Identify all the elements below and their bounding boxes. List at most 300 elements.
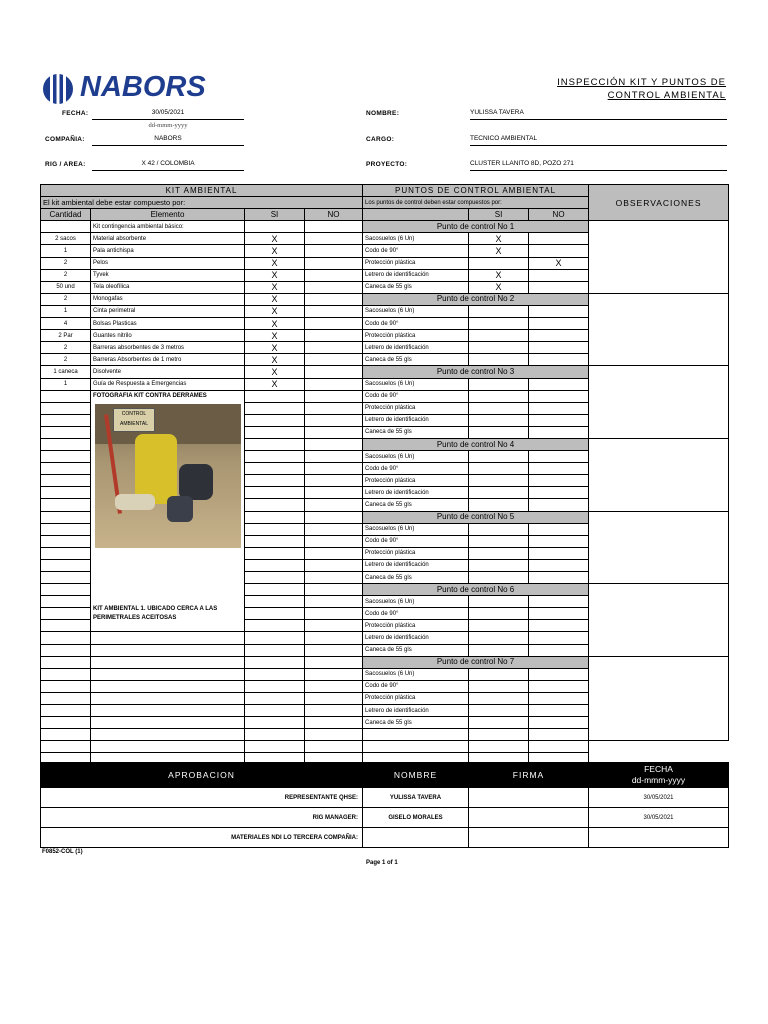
kit-no-cell	[305, 475, 363, 487]
punto-no-mark[interactable]	[529, 692, 589, 704]
kit-qty-cell	[41, 559, 91, 571]
punto-si-mark[interactable]	[469, 692, 529, 704]
kit-element-cell	[91, 680, 245, 692]
kit-qty-cell	[41, 572, 91, 584]
punto-item: Letrero de identificación	[363, 414, 469, 426]
punto-si-mark[interactable]	[469, 717, 529, 729]
kit-no-mark[interactable]	[305, 293, 363, 305]
kit-no-cell	[305, 729, 363, 741]
punto-si-mark[interactable]	[469, 378, 529, 390]
kit-si-cell	[245, 463, 305, 475]
kit-no-mark[interactable]	[305, 342, 363, 354]
punto-item: Sacosuelos (6 Un)	[363, 378, 469, 390]
kit-qty-cell	[41, 221, 91, 233]
punto-si-mark[interactable]	[469, 523, 529, 535]
table-row	[41, 185, 729, 197]
punto-si-mark[interactable]	[469, 499, 529, 511]
kit-si-cell	[245, 717, 305, 729]
punto-si-mark[interactable]	[469, 305, 529, 317]
kit-element-cell	[91, 644, 245, 656]
kit-si-cell	[245, 680, 305, 692]
punto-no-mark[interactable]	[529, 572, 589, 584]
punto-item: Caneca de 55 gls	[363, 499, 469, 511]
kit-no-cell	[305, 402, 363, 414]
kit-photo	[95, 404, 241, 548]
kit-no-mark[interactable]	[305, 366, 363, 378]
punto-si-mark[interactable]	[469, 572, 529, 584]
kit-si-mark[interactable]: X	[245, 257, 305, 269]
kit-qty-cell	[41, 584, 91, 596]
punto-item	[363, 729, 469, 741]
kit-element-cell	[91, 705, 245, 717]
punto-no-mark[interactable]	[529, 378, 589, 390]
punto-si-mark[interactable]	[469, 535, 529, 547]
kit-element: Bolsas Plasticas	[91, 318, 245, 330]
punto-no-mark[interactable]	[529, 596, 589, 608]
kit-qty: 2 sacos	[41, 233, 91, 245]
kit-si-cell	[245, 547, 305, 559]
punto-no-mark[interactable]	[529, 535, 589, 547]
inspection-table-body	[41, 185, 729, 778]
nombre-label: NOMBRE:	[366, 110, 400, 117]
punto-si-mark[interactable]	[469, 559, 529, 571]
rig-value: X 42 / COLOMBIA	[92, 160, 244, 171]
punto-si-mark[interactable]	[469, 741, 529, 753]
punto-item: Protección plástica	[363, 692, 469, 704]
punto-item: Codo de 90°	[363, 535, 469, 547]
punto-item: Letrero de identificación	[363, 705, 469, 717]
observaciones-cell[interactable]	[589, 221, 729, 294]
kit-no-mark[interactable]	[305, 257, 363, 269]
fecha-header-format: dd-mmm-yyyy	[631, 775, 686, 785]
observaciones-cell[interactable]	[589, 511, 729, 584]
punto-item: Caneca de 55 gls	[363, 717, 469, 729]
table-row	[41, 656, 729, 668]
kit-element: Disolvente	[91, 366, 245, 378]
kit-subtitle: El kit ambiental debe estar compuesto por:	[41, 197, 363, 209]
punto-no-mark[interactable]	[529, 463, 589, 475]
kit-si-mark[interactable]: X	[245, 354, 305, 366]
kit-qty-cell	[41, 487, 91, 499]
punto-si-mark[interactable]	[469, 680, 529, 692]
punto-si-mark[interactable]	[469, 608, 529, 620]
nabors-logo	[42, 72, 212, 106]
kit-no-mark[interactable]	[305, 305, 363, 317]
kit-qty: 2	[41, 269, 91, 281]
kit-si-cell	[245, 535, 305, 547]
punto-control-header: Punto de control No 7	[363, 656, 589, 668]
kit-qty-cell	[41, 475, 91, 487]
observaciones-cell[interactable]	[589, 366, 729, 439]
kit-si-cell	[245, 426, 305, 438]
kit-si-cell	[245, 475, 305, 487]
puntos-control-header: PUNTOS DE CONTROL AMBIENTAL	[363, 185, 589, 197]
col-cantidad: Cantidad	[41, 209, 91, 221]
punto-si-mark[interactable]	[469, 257, 529, 269]
punto-no-mark[interactable]	[529, 499, 589, 511]
kit-qty-cell	[41, 523, 91, 535]
kit-no-cell	[305, 390, 363, 402]
kit-intro: Kit contingencia ambiental básico:	[91, 221, 245, 233]
kit-qty-cell	[41, 717, 91, 729]
punto-no-mark[interactable]	[529, 608, 589, 620]
kit-element: Cinta perimetral	[91, 305, 245, 317]
kit-si-mark[interactable]: X	[245, 293, 305, 305]
punto-no-mark[interactable]	[529, 354, 589, 366]
kit-no-cell	[305, 632, 363, 644]
nabors-globe-icon	[42, 73, 74, 105]
table-row	[41, 221, 729, 233]
punto-no-mark[interactable]	[529, 305, 589, 317]
kit-qty-cell	[41, 414, 91, 426]
punto-item: Caneca de 55 gls	[363, 281, 469, 293]
kit-no-cell	[305, 487, 363, 499]
kit-si-cell	[245, 221, 305, 233]
punto-item: Sacosuelos (6 Un)	[363, 596, 469, 608]
observaciones-cell[interactable]	[589, 438, 729, 511]
kit-si-cell	[245, 572, 305, 584]
cargo-label: CARGO:	[366, 136, 395, 143]
punto-item: Protección plástica	[363, 547, 469, 559]
punto-si-mark[interactable]	[469, 463, 529, 475]
kit-element-cell	[91, 656, 245, 668]
kit-si-cell	[245, 596, 305, 608]
approval-signature[interactable]	[469, 808, 589, 828]
punto-si-mark[interactable]: X	[469, 281, 529, 293]
kit-no-cell	[305, 656, 363, 668]
kit-no-cell	[305, 523, 363, 535]
inspection-table	[40, 184, 729, 778]
punto-control-header: Punto de control No 4	[363, 438, 589, 450]
punto-no-mark[interactable]: X	[529, 257, 589, 269]
punto-no-mark[interactable]	[529, 680, 589, 692]
punto-si-mark[interactable]	[469, 426, 529, 438]
col-elemento: Elemento	[91, 209, 245, 221]
kit-no-cell	[305, 705, 363, 717]
kit-qty-cell	[41, 692, 91, 704]
kit-no-mark[interactable]	[305, 245, 363, 257]
punto-no-mark[interactable]	[529, 741, 589, 753]
punto-control-header: Punto de control No 2	[363, 293, 589, 305]
punto-item	[363, 741, 469, 753]
observaciones-header: OBSERVACIONES	[589, 185, 729, 221]
observaciones-cell[interactable]	[589, 656, 729, 741]
kit-no-cell	[305, 414, 363, 426]
kit-qty-cell	[41, 402, 91, 414]
page-number: Page 1 of 1	[366, 860, 398, 866]
kit-element: Guantes nitrilo	[91, 330, 245, 342]
punto-si-mark[interactable]	[469, 451, 529, 463]
kit-qty: 2	[41, 354, 91, 366]
kit-no-cell	[305, 620, 363, 632]
fecha-format: dd-mmm-yyyy	[148, 122, 188, 129]
doc-title-line1: INSPECCIÓN KIT Y PUNTOS DE	[557, 77, 726, 88]
kit-qty-cell	[41, 438, 91, 450]
kit-qty-cell	[41, 608, 91, 620]
punto-item: Sacosuelos (6 Un)	[363, 451, 469, 463]
punto-si-mark[interactable]	[469, 632, 529, 644]
punto-no-mark[interactable]	[529, 705, 589, 717]
punto-no-mark[interactable]	[529, 402, 589, 414]
kit-si-mark[interactable]: X	[245, 378, 305, 390]
punto-no-mark[interactable]	[529, 668, 589, 680]
punto-no-mark[interactable]	[529, 487, 589, 499]
kit-element: Tyvek	[91, 269, 245, 281]
punto-si-mark[interactable]: X	[469, 233, 529, 245]
kit-qty: 4	[41, 318, 91, 330]
puntos-col-no: NO	[529, 209, 589, 221]
firma-header: FIRMA	[469, 763, 589, 788]
punto-item: Caneca de 55 gls	[363, 644, 469, 656]
col-si: SI	[245, 209, 305, 221]
punto-item: Codo de 90°	[363, 390, 469, 402]
punto-item: Protección plástica	[363, 330, 469, 342]
kit-no-mark[interactable]	[305, 318, 363, 330]
kit-element: Monogafas	[91, 293, 245, 305]
kit-ambiental-header: KIT AMBIENTAL	[41, 185, 363, 197]
kit-si-cell	[245, 499, 305, 511]
punto-si-mark[interactable]	[469, 668, 529, 680]
kit-qty-cell	[41, 451, 91, 463]
proyecto-label: PROYECTO:	[366, 161, 408, 168]
kit-qty-cell	[41, 596, 91, 608]
kit-no-cell	[305, 499, 363, 511]
doc-title	[557, 76, 726, 102]
kit-no-cell	[305, 596, 363, 608]
punto-si-mark[interactable]	[469, 402, 529, 414]
kit-no-mark[interactable]	[305, 281, 363, 293]
fecha-header	[589, 763, 729, 788]
kit-si-cell	[245, 523, 305, 535]
kit-si-mark[interactable]: X	[245, 269, 305, 281]
kit-qty: 2 Par	[41, 330, 91, 342]
kit-si-cell	[245, 414, 305, 426]
kit-si-mark[interactable]: X	[245, 330, 305, 342]
punto-no-mark[interactable]	[529, 620, 589, 632]
approval-signature[interactable]	[469, 788, 589, 808]
punto-no-mark[interactable]	[529, 644, 589, 656]
punto-si-mark[interactable]	[469, 414, 529, 426]
kit-si-mark[interactable]: X	[245, 245, 305, 257]
photo-caption: KIT AMBIENTAL 1. UBICADO CERCA A LAS PERIMETRALES ACEITOSAS	[91, 596, 245, 632]
kit-element-cell	[91, 741, 245, 753]
punto-no-mark[interactable]	[529, 330, 589, 342]
kit-no-cell	[305, 572, 363, 584]
punto-si-mark[interactable]: X	[469, 245, 529, 257]
punto-item: Protección plástica	[363, 257, 469, 269]
nombre-value: YULISSA TAVERA	[470, 109, 727, 120]
punto-si-mark[interactable]	[469, 318, 529, 330]
punto-si-mark[interactable]	[469, 596, 529, 608]
puntos-col-blank	[363, 209, 469, 221]
punto-item: Caneca de 55 gls	[363, 354, 469, 366]
punto-no-mark[interactable]	[529, 559, 589, 571]
punto-no-mark[interactable]	[529, 632, 589, 644]
photo-sign: CONTROL AMBIENTAL	[113, 408, 155, 432]
punto-item: Letrero de identificación	[363, 269, 469, 281]
kit-no-cell	[305, 451, 363, 463]
kit-no-cell	[305, 680, 363, 692]
kit-no-cell	[305, 438, 363, 450]
kit-no-cell	[305, 608, 363, 620]
table-row	[41, 293, 729, 305]
nombre-header: NOMBRE	[363, 763, 469, 788]
approval-role: RIG MANAGER:	[41, 808, 363, 828]
punto-no-mark[interactable]	[529, 523, 589, 535]
punto-si-mark[interactable]	[469, 729, 529, 741]
kit-element: Barreras absorbentes de 3 metros	[91, 342, 245, 354]
punto-si-mark[interactable]	[469, 354, 529, 366]
kit-qty-cell	[41, 463, 91, 475]
photo-bag-2	[167, 496, 193, 522]
kit-no-cell	[305, 644, 363, 656]
kit-si-mark[interactable]: X	[245, 318, 305, 330]
kit-si-cell	[245, 559, 305, 571]
kit-no-mark[interactable]	[305, 233, 363, 245]
kit-si-cell	[245, 390, 305, 402]
cargo-value: TECNICO AMBIENTAL	[470, 135, 727, 146]
kit-qty-cell	[41, 547, 91, 559]
punto-no-mark[interactable]	[529, 451, 589, 463]
punto-no-mark[interactable]	[529, 475, 589, 487]
kit-element: Pala antichispa	[91, 245, 245, 257]
kit-no-mark[interactable]	[305, 354, 363, 366]
punto-control-header: Punto de control No 5	[363, 511, 589, 523]
kit-element-cell	[91, 632, 245, 644]
punto-no-mark[interactable]	[529, 717, 589, 729]
kit-si-cell	[245, 668, 305, 680]
kit-qty: 2	[41, 257, 91, 269]
kit-si-cell	[245, 584, 305, 596]
table-row	[41, 366, 729, 378]
kit-qty-cell	[41, 426, 91, 438]
punto-item: Codo de 90°	[363, 680, 469, 692]
punto-si-mark[interactable]	[469, 547, 529, 559]
punto-si-mark[interactable]	[469, 705, 529, 717]
punto-si-mark[interactable]	[469, 342, 529, 354]
punto-item: Caneca de 55 gls	[363, 572, 469, 584]
approval-table	[40, 762, 729, 848]
punto-item: Codo de 90°	[363, 463, 469, 475]
kit-qty-cell	[41, 511, 91, 523]
kit-si-cell	[245, 632, 305, 644]
kit-si-mark[interactable]: X	[245, 342, 305, 354]
observaciones-cell[interactable]	[589, 293, 729, 366]
fecha-header-title: FECHA	[644, 764, 673, 774]
kit-qty-cell	[41, 620, 91, 632]
kit-no-mark[interactable]	[305, 330, 363, 342]
approval-date: 30/05/2021	[589, 788, 729, 808]
approval-date: 30/05/2021	[589, 808, 729, 828]
col-no: NO	[305, 209, 363, 221]
punto-item: Caneca de 55 gls	[363, 426, 469, 438]
photo-bag	[179, 464, 213, 500]
kit-no-cell	[305, 692, 363, 704]
punto-si-mark[interactable]	[469, 487, 529, 499]
approval-name: YULISSA TAVERA	[363, 788, 469, 808]
compania-value: NABORS	[92, 135, 244, 146]
kit-element-cell	[91, 729, 245, 741]
kit-qty-cell	[41, 680, 91, 692]
kit-si-mark[interactable]: X	[245, 305, 305, 317]
punto-no-mark[interactable]	[529, 269, 589, 281]
punto-item: Protección plástica	[363, 475, 469, 487]
kit-no-cell	[305, 559, 363, 571]
kit-si-mark[interactable]: X	[245, 281, 305, 293]
kit-element: Barreras Absorbentes de 1 metro	[91, 354, 245, 366]
punto-si-mark[interactable]	[469, 475, 529, 487]
rig-label: RIG / AREA:	[45, 161, 86, 168]
kit-si-cell	[245, 438, 305, 450]
kit-element: Material absorbente	[91, 233, 245, 245]
punto-si-mark[interactable]: X	[469, 269, 529, 281]
kit-si-cell	[245, 608, 305, 620]
kit-element-cell	[91, 717, 245, 729]
approval-signature[interactable]	[469, 828, 589, 848]
punto-item: Codo de 90°	[363, 318, 469, 330]
table-row	[41, 741, 729, 753]
approval-date	[589, 828, 729, 848]
punto-control-header: Punto de control No 6	[363, 584, 589, 596]
kit-no-mark[interactable]	[305, 378, 363, 390]
punto-no-mark[interactable]	[529, 390, 589, 402]
fecha-value: 30/05/2021	[92, 109, 244, 120]
kit-si-mark[interactable]: X	[245, 366, 305, 378]
punto-item: Letrero de identificación	[363, 632, 469, 644]
kit-si-cell	[245, 620, 305, 632]
compania-label: COMPAÑIA:	[45, 136, 85, 143]
punto-item: Letrero de identificación	[363, 487, 469, 499]
punto-no-mark[interactable]	[529, 245, 589, 257]
punto-item: Codo de 90°	[363, 245, 469, 257]
kit-no-mark[interactable]	[305, 269, 363, 281]
punto-no-mark[interactable]	[529, 547, 589, 559]
punto-no-mark[interactable]	[529, 318, 589, 330]
punto-no-mark[interactable]	[529, 414, 589, 426]
kit-qty: 2	[41, 293, 91, 305]
proyecto-value: CLUSTER LLANITO 8D, POZO 271	[470, 160, 727, 171]
kit-element: Pelos	[91, 257, 245, 269]
kit-element: Guía de Respuesta a Emergencias	[91, 378, 245, 390]
punto-si-mark[interactable]	[469, 620, 529, 632]
doc-title-line2: CONTROL AMBIENTAL	[607, 90, 726, 101]
observaciones-cell[interactable]	[589, 584, 729, 657]
form-code: F0852-COL (1)	[42, 849, 83, 855]
kit-qty-cell	[41, 656, 91, 668]
punto-item: Protección plástica	[363, 620, 469, 632]
punto-no-mark[interactable]	[529, 281, 589, 293]
punto-si-mark[interactable]	[469, 644, 529, 656]
punto-si-mark[interactable]	[469, 390, 529, 402]
punto-si-mark[interactable]	[469, 330, 529, 342]
kit-element-cell	[91, 692, 245, 704]
kit-si-cell	[245, 487, 305, 499]
kit-si-mark[interactable]: X	[245, 233, 305, 245]
punto-no-mark[interactable]	[529, 426, 589, 438]
kit-qty-cell	[41, 668, 91, 680]
kit-qty: 2	[41, 342, 91, 354]
kit-qty-cell	[41, 644, 91, 656]
puntos-subtitle: Los puntos de control deben estar compuestos por:	[363, 197, 589, 209]
kit-no-cell	[305, 741, 363, 753]
punto-no-mark[interactable]	[529, 729, 589, 741]
punto-no-mark[interactable]	[529, 233, 589, 245]
punto-control-header: Punto de control No 3	[363, 366, 589, 378]
brand-name: NABORS	[80, 71, 206, 103]
punto-no-mark[interactable]	[529, 342, 589, 354]
kit-qty: 1	[41, 378, 91, 390]
kit-qty-cell	[41, 535, 91, 547]
